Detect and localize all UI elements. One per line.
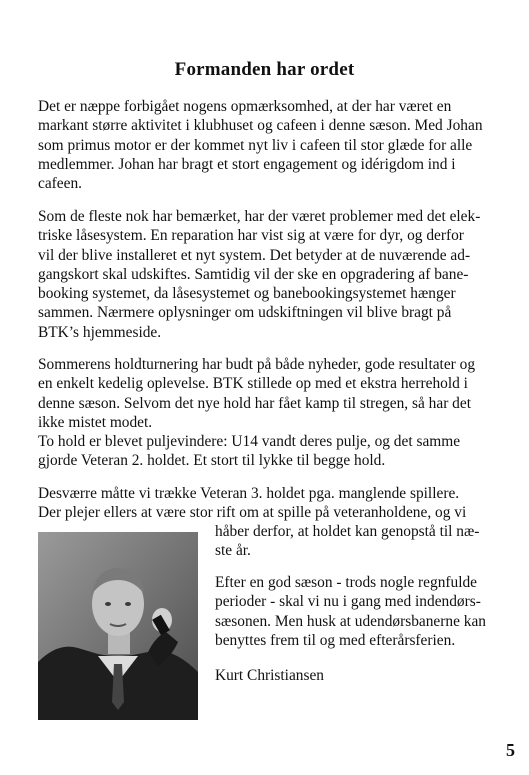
text-line: markant større aktivitet i klubhuset og cafeen i denne sæson. Med Johan — [38, 117, 483, 135]
text-line: ste år. — [215, 542, 251, 560]
chairman-photo — [38, 532, 198, 720]
text-line: cafeen. — [38, 175, 82, 193]
text-line: perioder - skal vi nu i gang med indendørs- — [215, 593, 481, 611]
text-line: sæsonen. Men husk at udendørsbanerne kan — [215, 612, 486, 630]
text-line: gjorde Veteran 2. holdet. Et stort til lykke til begge hold. — [38, 452, 386, 470]
text-line: sammen. Nærmere oplysninger om udskiftningen vil blive bragt på — [38, 304, 452, 322]
text-line: Som de fleste nok har bemærket, har der været problemer med det elek- — [38, 208, 481, 225]
paragraph-indoor-season — [215, 573, 505, 650]
text-line: BTK’s hjemmeside. — [38, 323, 162, 341]
paragraph-team-tournament — [38, 355, 498, 471]
paragraph-veteran-withdrawal — [38, 484, 498, 523]
text-line: en enkelt kedelig oplevelse. BTK stillede op med et ekstra herrehold i — [38, 375, 468, 393]
signature: Kurt Christiansen — [215, 667, 325, 684]
page-title: Formanden har ordet — [174, 59, 355, 80]
text-line: Efter en god sæson - trods nogle regnfulde — [215, 574, 478, 591]
text-line: Det er næppe forbigået nogens opmærksomhed, at der har været en — [38, 98, 452, 115]
text-line: ikke mistet modet. — [38, 413, 153, 431]
paragraph-veteran-withdrawal-continued — [215, 522, 505, 561]
text-line: vil der blive installeret et nyt system. Det betyder at de nuværende ad- — [38, 246, 471, 264]
text-line: medlemmer. Johan har bragt et stort engagement og idérigdom ind i — [38, 155, 456, 173]
text-line: booking systemet, da låsesystemet og banebookingsystemet hænger — [38, 285, 456, 303]
text-line: Desværre måtte vi trække Veteran 3. holdet pga. manglende spillere. — [38, 485, 460, 502]
paragraph-lock-system — [38, 207, 498, 342]
text-line: To hold er blevet puljevindere: U14 vandt deres pulje, og det samme — [38, 433, 461, 451]
paragraph-cafe — [38, 97, 498, 193]
page-number: 5 — [506, 740, 515, 760]
text-line: triske låsesystem. En reparation har vist sig at være for dyr, og derfor — [38, 227, 464, 245]
text-line: gangskort skal udskiftes. Samtidig vil der ske en opgradering af bane- — [38, 265, 469, 283]
text-line: som primus motor er der kommet nyt liv i cafeen til stor glæde for alle — [38, 136, 473, 154]
text-line: benyttes frem til og med efterårsferien. — [215, 631, 456, 649]
text-line: Der plejer ellers at være stor rift om at spille på veteranholdene, og vi — [38, 504, 467, 522]
text-line: Sommerens holdturnering har budt på både nyheder, gode resultater og — [38, 356, 476, 373]
text-line: håber derfor, at holdet kan genopstå til næ- — [215, 523, 480, 540]
text-line: denne sæson. Selvom det nye hold har fået kamp til stregen, så har det — [38, 394, 471, 412]
